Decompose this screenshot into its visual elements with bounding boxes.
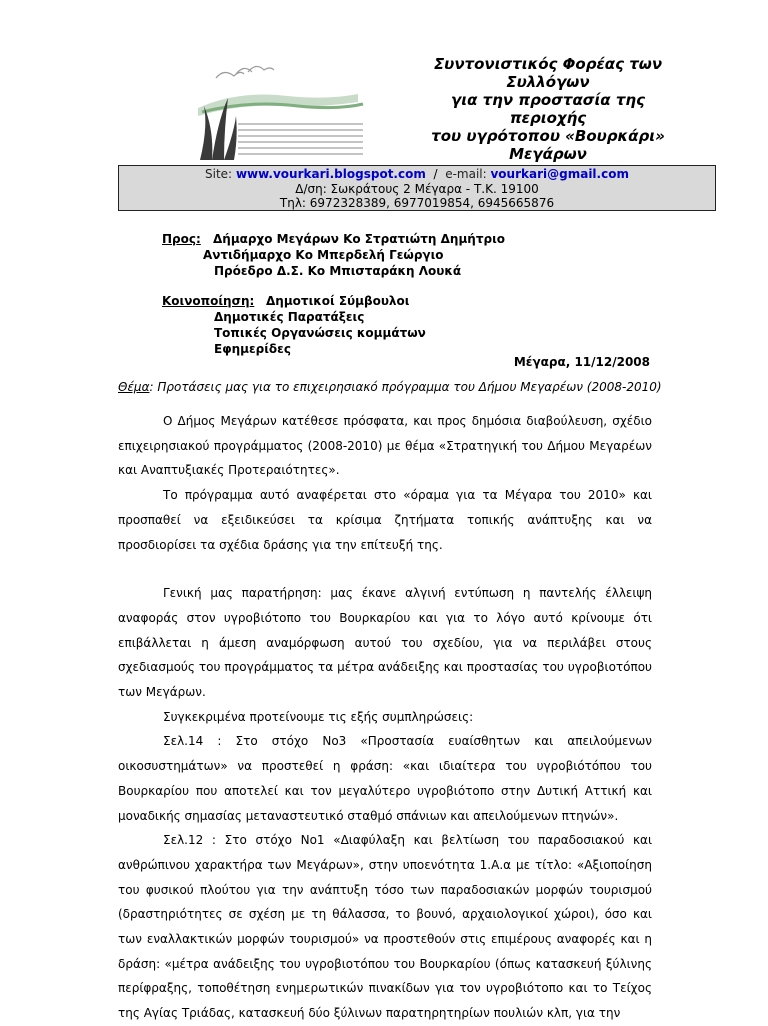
org-title-line: του υγρότοπου «Βουρκάρι» (431, 127, 665, 145)
site-link[interactable]: www.vourkari.blogspot.com (235, 167, 426, 181)
address-line: Δ/ση: Σωκράτους 2 Μέγαρα - Τ.Κ. 19100 (295, 181, 539, 196)
site-label: Site: (205, 167, 233, 181)
body-paragraph: Γενική μας παρατήρηση: μας έκανε αλγινή εντύπωση η παντελής έλλειψη αναφοράς στον υγροβιότοπο του Βουρκαρίου και για το λόγο αυτό κρίνουμε ότι επιβάλλεται η άμεση αναμόρφωση αυτού του σχεδίου, για να περιλάβει στους σχεδιασμούς του προγράμματος τα μέτρα ανάδειξης και προστασίας του υγροβιοτόπου των Μεγάρων. (118, 586, 652, 700)
letter-date: Μέγαρα, 11/12/2008 (513, 355, 650, 369)
subject-label: Θέμα (118, 380, 150, 394)
recipient-line: Πρόεδρο Δ.Σ. Κο Μπισταράκη Λουκά (214, 264, 462, 278)
body-paragraph: Συγκεκριμένα προτείνουμε τις εξής συμπληρώσεις: (163, 709, 474, 724)
cc-line: Δημοτικές Παρατάξεις (214, 310, 365, 324)
phones-line: Τηλ: 6972328389, 6977019854, 6945665876 (279, 196, 555, 210)
contact-web-line (119, 167, 715, 182)
body-paragraph: Ο Δήμος Μεγάρων κατέθεσε πρόσφατα, και προς δημόσια διαβούλευση, σχέδιο επιχειρησιακού προγράμματος (2008-2010) με θέμα «Στρατηγική του Δήμου Μεγαρέων και Αναπτυξιακές Προτεραιότητες». (118, 414, 652, 478)
contact-box (118, 165, 716, 211)
organization-logo (178, 50, 378, 165)
email-link[interactable]: vourkari@gmail.com (490, 167, 629, 181)
body-paragraph: Το πρόγραμμα αυτό αναφέρεται στο «όραμα για τα Μέγαρα του 2010» και προσπαθεί να εξειδικεύσει τα κρίσιμα ζητήματα τοπικής ανάπτυξης και να προσδιορίσει τα σχέδια δράσης για την επίτευξή της. (118, 488, 652, 552)
org-title-line: περιοχής (509, 109, 587, 127)
subject-text: : Προτάσεις μας για το επιχειρησιακό πρόγραμμα του Δήμου Μεγαρέων (2008-2010) (149, 380, 662, 394)
recipients-label: Προς: (162, 232, 201, 246)
org-title-line: για την προστασία της (451, 91, 645, 109)
organization-title (378, 55, 718, 163)
body-paragraph: Σελ.14 : Στο στόχο Νο3 «Προστασία ευαίσθητων και απειλούμενων οικοσυστημάτων» να προστεθεί η φράση: «και ιδιαίτερα του υγροβιότόπου του Βουρκαρίου που αποτελεί και τον μεγαλύτερο υγροβιότοπο στην Δυτική Αττική και μοναδικής σημασίας μεταναστευτικό σταθμό σπάνιων και απειλούμενων πτηνών». (118, 734, 652, 823)
cc-label: Κοινοποίηση: (162, 294, 255, 308)
org-title-line: Μεγάρων (509, 145, 587, 163)
bird-icon (216, 72, 244, 78)
recipient-line: Δήμαρχο Μεγάρων Κο Στρατιώτη Δημήτριο (213, 232, 505, 246)
cc-line: Δημοτικοί Σύμβουλοι (266, 294, 410, 308)
email-label: e-mail: (445, 167, 487, 181)
body-paragraph: Σελ.12 : Στο στόχο Νο1 «Διαφύλαξη και βελτίωση του παραδοσιακού και ανθρώπινου χαρακτήρα των Μεγάρων», στην υποενότητα 1.Α.α με τίτλο: «Αξιοποίηση του φυσικού πλούτου για την ανάπτυξη τόσο των παραδοσιακών μορφών τουρισμού (δραστηριότητες σε σχέση με τη θάλασσα, το βουνό, αρχαιολογικοί χώροι), όσο και των εναλλακτικών μορφών τουρισμού» να προστεθούν στις επιμέρους αναφορές και η δράση: «μέτρα ανάδειξης του υγροβιοτόπου του Βουρκαρίου (όπως κατασκευή ξύλινης περίφραξης, τοποθέτηση ενημερωτικών πινακίδων για τον υγροβιότοπο και το Τείχος της Αγίας Τριάδας, κατασκευή δύο ξύλινων παρατηρητηρίων πουλιών κλπ, για την (118, 833, 652, 1021)
cc-line: Εφημερίδες (214, 342, 291, 356)
separator: / (433, 167, 438, 181)
letter-body (118, 409, 652, 1026)
org-title-line: Συντονιστικός Φορέας των (433, 55, 663, 73)
cc-line: Τοπικές Οργανώσεις κομμάτων (214, 326, 426, 340)
org-title-line: Συλλόγων (506, 73, 590, 91)
subject-line (118, 380, 662, 394)
recipient-line: Αντιδήμαρχο Κο Μπερδελή Γεώργιο (203, 248, 444, 262)
